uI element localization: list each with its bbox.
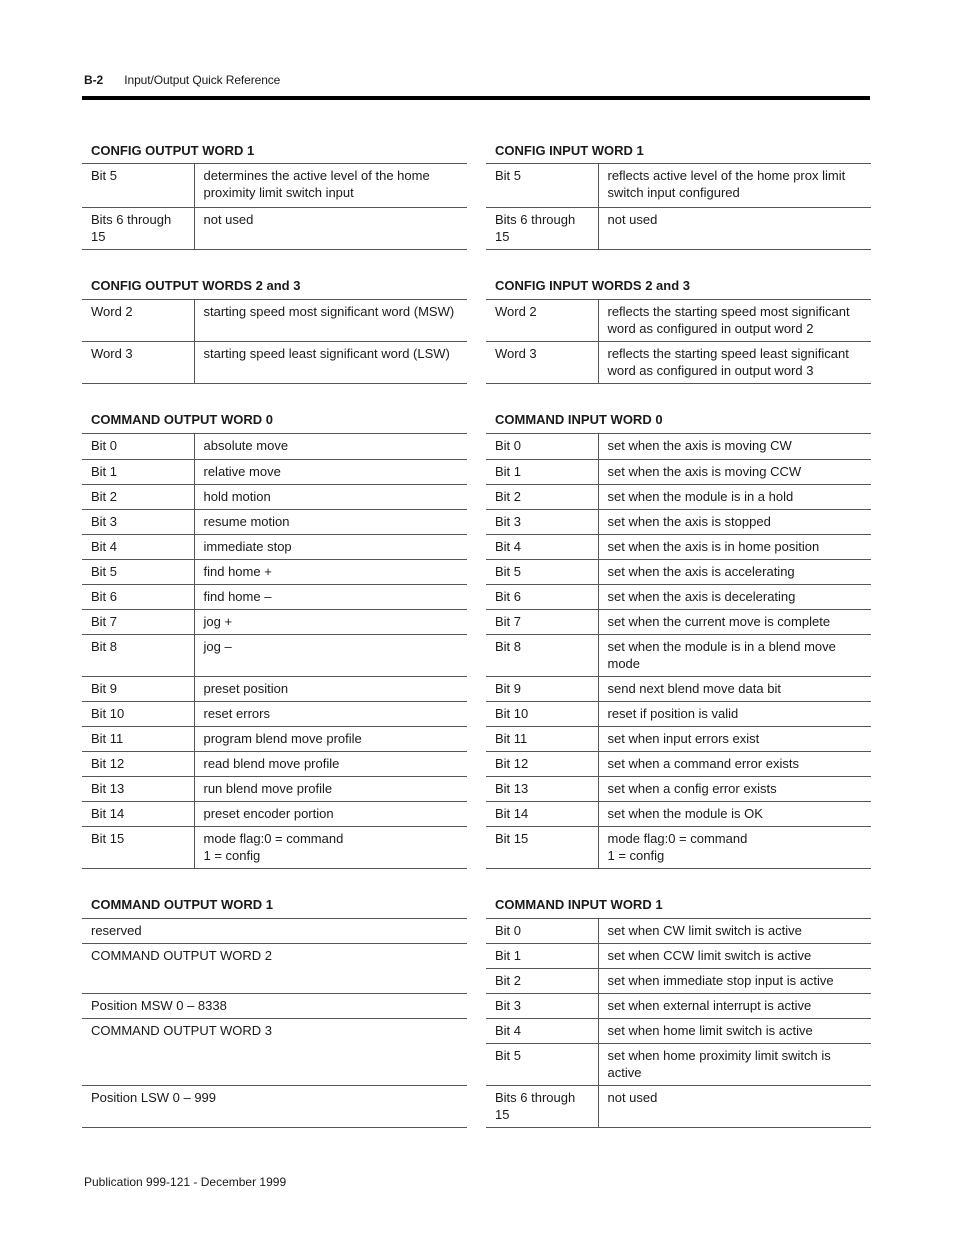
bit-description: set when the axis is in home position [598,534,871,559]
bit-label: Bit 12 [82,751,194,776]
bit-label: Bit 8 [486,634,598,676]
bit-label: Bit 3 [486,994,598,1019]
table-row [486,994,871,1019]
table-row [486,944,871,969]
command-output-word-0-section [82,411,467,869]
bit-label: Bit 2 [82,484,194,509]
config-input-words-2-3-section [486,277,871,385]
bit-label: Bit 9 [82,676,194,701]
bit-description: not used [194,207,467,249]
config-input-word-1-section [486,142,871,250]
section-title: CONFIG INPUT WORD 1 [486,142,871,164]
table-row [486,300,871,342]
bit-label: Bit 11 [486,726,598,751]
bit-label: Bit 11 [82,726,194,751]
bit-description: set when CW limit switch is active [598,919,871,944]
table-row [486,207,871,249]
config-output-word-1-section [82,142,467,250]
bit-label: Bit 7 [82,609,194,634]
table-row [82,919,467,944]
bit-label: Bit 3 [486,509,598,534]
bit-label: Bits 6 through 15 [486,1086,598,1128]
bit-label: Bit 13 [82,776,194,801]
bit-label: Bit 15 [486,826,598,868]
table-row [486,342,871,384]
bit-description: find home + [194,559,467,584]
bit-label: Bit 9 [486,676,598,701]
table-row [486,459,871,484]
section-title: CONFIG INPUT WORDS 2 and 3 [486,277,871,300]
word-label: Word 2 [82,300,194,342]
page-number: B-2 [84,73,104,87]
config-input-word-1-table [486,164,871,250]
table-row [82,826,467,868]
word-description: starting speed most significant word (MSW) [194,300,467,342]
word-description: reflects the starting speed least significant word as configured in output word 3 [598,342,871,384]
word-label: Word 3 [486,342,598,384]
bit-label: Bit 4 [486,534,598,559]
table-row [82,534,467,559]
page-header [84,73,280,87]
table-row [82,944,467,994]
bit-description: set when immediate stop input is active [598,969,871,994]
bit-label: Bit 4 [82,534,194,559]
config-output-words-2-3-table [82,300,467,385]
bit-description: set when a config error exists [598,776,871,801]
bit-description: preset encoder portion [194,801,467,826]
table-row [486,701,871,726]
bit-description: not used [598,1086,871,1128]
page-header-title: Input/Output Quick Reference [124,73,281,87]
table-row [486,609,871,634]
bit-description: set when input errors exist [598,726,871,751]
table-row [82,701,467,726]
bit-label: Bit 0 [486,434,598,459]
bit-description: send next blend move data bit [598,676,871,701]
section-title: COMMAND INPUT WORD 0 [486,411,871,434]
bit-description: set when the module is in a blend move mode [598,634,871,676]
table-row [82,207,467,249]
command-output-word-1-section [82,896,467,1129]
section-title: CONFIG OUTPUT WORDS 2 and 3 [82,277,467,300]
bit-description: set when the axis is accelerating [598,559,871,584]
bit-label: Bit 12 [486,751,598,776]
bit-label: Bit 7 [486,609,598,634]
table-row [486,776,871,801]
bit-description: set when home limit switch is active [598,1019,871,1044]
bit-description: program blend move profile [194,726,467,751]
table-row [486,726,871,751]
bit-label: Bit 6 [486,584,598,609]
word-label: Word 2 [486,300,598,342]
table-row [486,534,871,559]
bit-description: resume motion [194,509,467,534]
bit-label: Bit 4 [486,1019,598,1044]
bit-description: find home – [194,584,467,609]
reserved-row: reserved [82,919,467,944]
command-output-word-3-row: COMMAND OUTPUT WORD 3 [82,1019,467,1086]
word-label: Word 3 [82,342,194,384]
bit-description: set when the axis is decelerating [598,584,871,609]
bit-description: reset if position is valid [598,701,871,726]
bit-label: Bit 2 [486,969,598,994]
table-row [82,300,467,342]
table-row [486,434,871,459]
command-input-word-1-section [486,896,871,1129]
table-row [82,584,467,609]
command-output-word-2-row: COMMAND OUTPUT WORD 2 [82,944,467,994]
table-row [82,994,467,1019]
table-row [82,751,467,776]
section-title: COMMAND OUTPUT WORD 0 [82,411,467,434]
table-row [486,164,871,207]
bit-label: Bit 0 [486,919,598,944]
bit-description: hold motion [194,484,467,509]
table-row [486,1019,871,1044]
mode-flag-line-1: mode flag:0 = command [607,830,748,846]
page-footer: Publication 999-121 - December 1999 [84,1175,287,1189]
bit-label: Bit 6 [82,584,194,609]
bit-description: set when the axis is moving CCW [598,459,871,484]
bit-label: Bit 5 [82,164,194,207]
table-row [486,584,871,609]
config-output-word-1-table [82,164,467,250]
bit-label: Bit 0 [82,434,194,459]
bit-label: Bit 3 [82,509,194,534]
header-rule [82,96,870,100]
table-row [486,1086,871,1128]
bit-description: read blend move profile [194,751,467,776]
bit-label: Bit 1 [486,459,598,484]
bit-description [598,826,871,868]
left-column [82,142,467,1128]
bit-description: not used [598,207,871,249]
table-row [82,459,467,484]
table-row [82,609,467,634]
bit-description [194,826,467,868]
table-row [82,1086,467,1128]
table-row [82,676,467,701]
table-row [486,559,871,584]
table-row [82,776,467,801]
bit-label: Bit 1 [82,459,194,484]
config-input-words-2-3-table [486,300,871,385]
table-row [82,801,467,826]
bit-description: set when external interrupt is active [598,994,871,1019]
bit-description: absolute move [194,434,467,459]
table-row [82,484,467,509]
section-title: COMMAND OUTPUT WORD 1 [82,896,467,919]
command-input-word-0-table [486,434,871,869]
position-lsw-row: Position LSW 0 – 999 [82,1086,467,1128]
bit-label: Bit 5 [82,559,194,584]
table-row [486,676,871,701]
section-title: COMMAND INPUT WORD 1 [486,896,871,919]
bit-description: preset position [194,676,467,701]
bit-description: relative move [194,459,467,484]
bit-description: set when the module is in a hold [598,484,871,509]
bit-description: jog + [194,609,467,634]
table-row [82,559,467,584]
bit-label: Bit 14 [82,801,194,826]
table-row [82,164,467,207]
bit-description: immediate stop [194,534,467,559]
bit-description: determines the active level of the home proximity limit switch input [194,164,467,207]
bit-label: Bit 5 [486,164,598,207]
bit-label: Bits 6 through 15 [486,207,598,249]
bit-label: Bit 10 [82,701,194,726]
table-row [82,509,467,534]
table-row [486,634,871,676]
bit-description: set when home proximity limit switch is active [598,1044,871,1086]
position-msw-row: Position MSW 0 – 8338 [82,994,467,1019]
bit-description: reset errors [194,701,467,726]
word-description: reflects the starting speed most significant word as configured in output word 2 [598,300,871,342]
table-row [486,509,871,534]
table-row [486,1044,871,1086]
bit-description: jog – [194,634,467,676]
table-row [82,634,467,676]
mode-flag-line-2: 1 = config [203,847,261,863]
bit-description: set when the axis is stopped [598,509,871,534]
table-row [82,1019,467,1086]
bit-description: set when CCW limit switch is active [598,944,871,969]
table-row [486,801,871,826]
table-row [82,434,467,459]
table-row [82,342,467,384]
bit-label: Bit 14 [486,801,598,826]
bit-label: Bit 13 [486,776,598,801]
word-description: starting speed least significant word (LSW) [194,342,467,384]
right-column [486,142,871,1128]
table-row [486,826,871,868]
bit-description: set when a command error exists [598,751,871,776]
bit-label: Bit 5 [486,1044,598,1086]
table-row [486,969,871,994]
command-output-word-1-table [82,919,467,1129]
bit-label: Bit 2 [486,484,598,509]
bit-label: Bit 1 [486,944,598,969]
mode-flag-line-1: mode flag:0 = command [203,830,344,846]
bit-label: Bit 10 [486,701,598,726]
bit-description: reflects active level of the home prox limit switch input configured [598,164,871,207]
bit-label: Bit 8 [82,634,194,676]
config-output-words-2-3-section [82,277,467,385]
table-row [486,484,871,509]
bit-label: Bits 6 through 15 [82,207,194,249]
table-row [486,751,871,776]
section-title: CONFIG OUTPUT WORD 1 [82,142,467,164]
bit-description: set when the current move is complete [598,609,871,634]
command-input-word-1-table [486,919,871,1129]
bit-description: run blend move profile [194,776,467,801]
mode-flag-line-2: 1 = config [607,847,665,863]
bit-description: set when the module is OK [598,801,871,826]
table-row [82,726,467,751]
command-input-word-0-section [486,411,871,869]
bit-description: set when the axis is moving CW [598,434,871,459]
command-output-word-0-table [82,434,467,869]
bit-label: Bit 15 [82,826,194,868]
table-row [486,919,871,944]
bit-label: Bit 5 [486,559,598,584]
